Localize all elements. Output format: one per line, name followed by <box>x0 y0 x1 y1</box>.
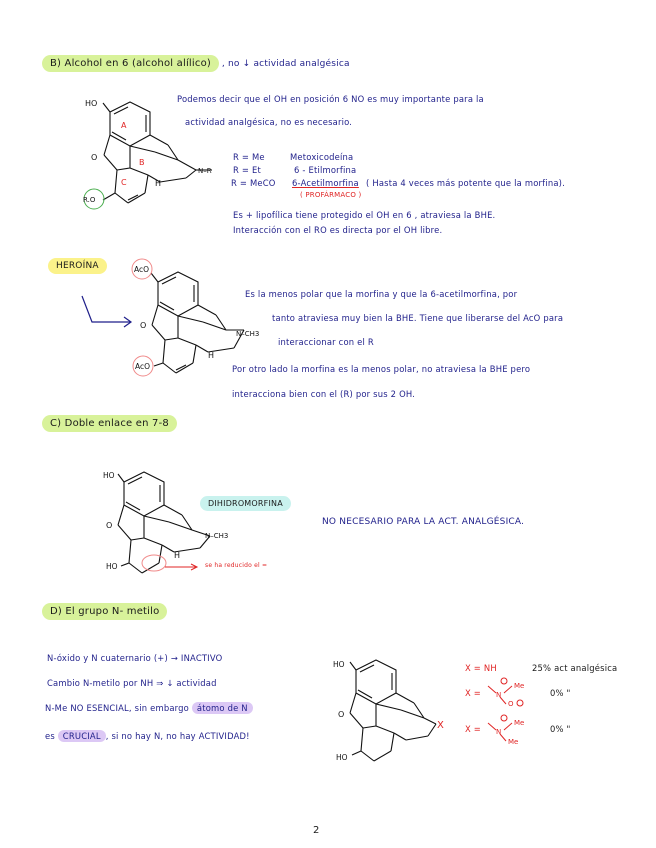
mol-b-n: N–R <box>198 167 212 175</box>
dihydro-h: H <box>174 551 181 560</box>
section-c-note: NO NECESARIO PARA LA ACT. ANALGÉSICA. <box>322 517 525 527</box>
svg-text:Me: Me <box>508 738 519 746</box>
section-d-line1: N-óxido y N cuaternario (+) → INACTIVO <box>47 653 223 663</box>
section-b-line1: Podemos decir que el OH en posición 6 NO es muy importante para la <box>177 94 484 104</box>
x-nh-label: X = NH <box>465 663 497 673</box>
section-d-line4a: es <box>45 731 55 741</box>
section-d-line3a: N-Me NO ESENCIAL, sin embargo <box>45 703 190 713</box>
page-number: 2 <box>313 825 320 836</box>
mol-b-ring-a: A <box>121 121 127 130</box>
x-nh-value: 25% act analgésica <box>532 663 618 673</box>
nmethyl-o: O <box>338 710 345 719</box>
svg-text:O: O <box>508 700 514 708</box>
section-b-title-rest: , no ↓ actividad analgésica <box>221 59 350 69</box>
heroina-line5: interacciona bien con el (R) por sus 2 OH. <box>232 389 416 399</box>
heroina-line3: interaccionar con el R <box>278 337 374 347</box>
r-meco-prodrug: ( PROFÁRMACO ) <box>300 191 362 199</box>
x-oxide-value: 0% " <box>550 688 571 698</box>
r-me-label: R = Me <box>233 152 265 162</box>
x-oxide-label: X = <box>465 688 482 698</box>
section-d-line4c: , si no hay N, no hay ACTIVIDAD! <box>105 731 250 741</box>
mol-b-o: O <box>91 153 98 162</box>
r-me-name: Metoxicodeína <box>290 152 354 162</box>
section-d-title: D) El grupo N- metilo <box>42 603 167 620</box>
section-b-line2: actividad analgésica, no es necesario. <box>185 117 353 127</box>
section-d-line4b: CRUCIAL <box>58 730 106 742</box>
heroin-aco-top: AcO <box>134 265 150 274</box>
r-et-name: 6 - Etilmorfina <box>294 165 357 175</box>
r-meco-note: ( Hasta 4 veces más potente que la morfina). <box>366 178 566 188</box>
mol-b-ring-c: C <box>121 178 127 187</box>
section-c-arrow-note: se ha reducido el = <box>205 562 268 569</box>
dihydro-ho-top: HO <box>103 471 115 480</box>
heroina-line2: tanto atraviesa muy bien la BHE. Tiene que liberarse del AcO para <box>272 313 564 323</box>
dihydro-ho-bottom: HO <box>106 562 118 571</box>
svg-text:Me: Me <box>514 682 525 690</box>
section-c-title: C) Doble enlace en 7-8 <box>42 415 177 432</box>
nmethyl-ho-top: HO <box>333 660 345 669</box>
heroin-n: N–CH3 <box>236 330 260 338</box>
dihydro-o: O <box>106 521 113 530</box>
mol-b-ho: HO <box>85 99 98 108</box>
svg-text:N: N <box>496 728 502 736</box>
x-quat-label: X = <box>465 724 482 734</box>
x-quat-value: 0% " <box>550 724 571 734</box>
mol-b-h: H <box>155 179 162 188</box>
nmethyl-ho-bottom: HO <box>336 753 348 762</box>
section-b-line3: Es + lipofílica tiene protegido el OH en 6 , atraviesa la BHE. <box>233 210 496 220</box>
heroina-line1: Es la menos polar que la morfina y que la 6-acetilmorfina, por <box>245 289 518 299</box>
heroina-line4: Por otro lado la morfina es la menos polar, no atraviesa la BHE pero <box>232 364 531 374</box>
section-d-line3b: átomo de N <box>192 702 253 714</box>
dihydro-n: N–CH3 <box>205 532 229 540</box>
section-b-title: B) Alcohol en 6 (alcohol alílico) <box>42 55 219 72</box>
heroina-tag: HEROÍNA <box>48 258 107 274</box>
mol-b-ring-b: B <box>139 158 145 167</box>
nmethyl-x: X <box>437 720 444 731</box>
r-meco-name: 6-Acetilmorfina <box>292 178 359 188</box>
heroin-aco-bottom: AcO <box>135 362 151 371</box>
r-meco-label: R = MeCO <box>231 178 276 188</box>
section-b-line4: Interacción con el RO es directa por el OH libre. <box>233 225 443 235</box>
mol-b-ro: R.O <box>83 196 96 204</box>
heroin-o: O <box>140 321 147 330</box>
r-et-label: R = Et <box>233 165 261 175</box>
section-d-line2: Cambio N-metilo por NH ⇒ ↓ actividad <box>47 678 217 688</box>
dihydromorphine-tag: DIHIDROMORFINA <box>200 496 291 511</box>
svg-text:Me: Me <box>514 719 525 727</box>
svg-text:N: N <box>496 691 502 699</box>
heroin-h: H <box>208 351 215 360</box>
